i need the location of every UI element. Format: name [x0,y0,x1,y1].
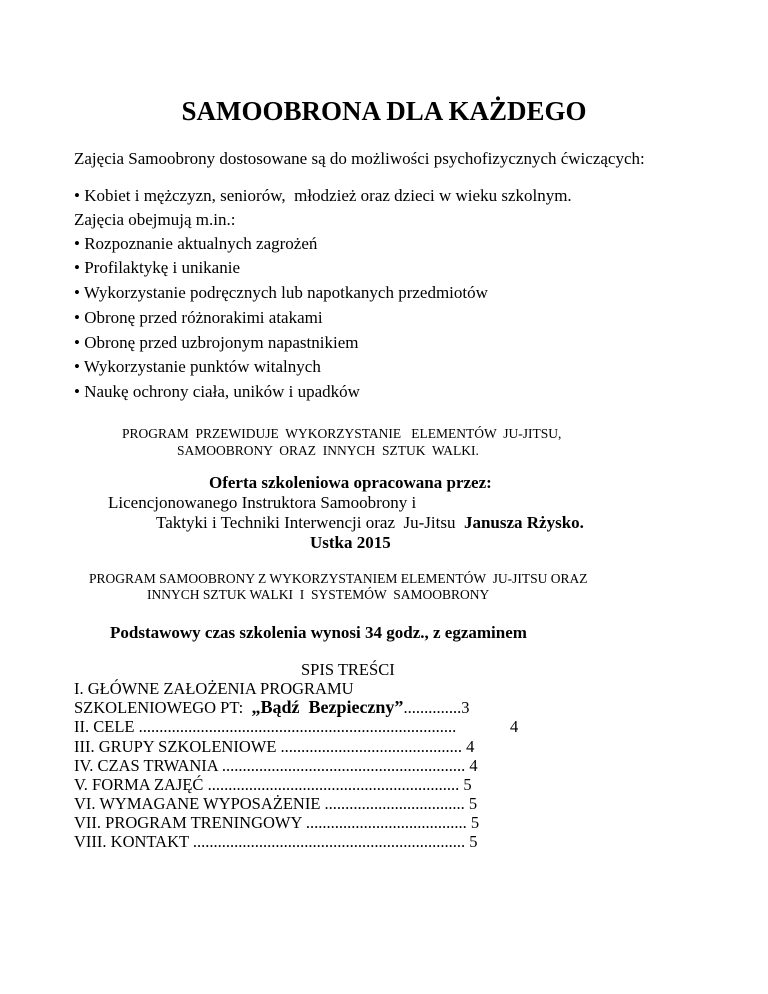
toc-entry-text: SZKOLENIOWEGO PT: [74,698,252,717]
toc-entry-text: VIII. KONTAKT .................................................................. [74,832,466,851]
toc-entry-text: III. GRUPY SZKOLENIOWE ............................................ [74,737,463,756]
offer-line1: Licencjonowanego Instruktora Samoobrony i [108,493,417,512]
toc-entry: I. GŁÓWNE ZAŁOŻENIA PROGRAMU [74,679,354,698]
toc-entry-text: II. CELE ............................................................................. [74,717,457,736]
list-item: • Obronę przed uzbrojonym napastnikiem [74,333,359,352]
place-year: Ustka 2015 [310,533,391,552]
list-item: • Naukę ochrony ciała, uników i upadków [74,382,360,401]
offer-line2-text: Taktyki i Techniki Interwencji oraz Ju-Jitsu [156,513,464,532]
toc-entry [74,756,478,775]
toc-page-number: 5 [468,794,478,813]
toc-page-number: 4 [469,756,478,775]
includes-label: Zajęcia obejmują m.in.: [74,210,236,229]
audience-bullet: • Kobiet i mężczyzn, seniorów, młodzież oraz dzieci w wieku szkolnym. [74,186,572,205]
program-note-line1: PROGRAM PRZEWIDUJE WYKORZYSTANIE ELEMENTÓW JU-JITSU, [122,426,562,441]
duration-text: Podstawowy czas szkolenia wynosi 34 godz., z egzaminem [110,623,527,642]
toc-entry-dots: .............. [403,698,462,717]
list-item: • Profilaktykę i unikanie [74,258,240,277]
offer-heading: Oferta szkoleniowa opracowana przez: [209,473,492,492]
list-item: • Rozpoznanie aktualnych zagrożeń [74,234,318,253]
toc-entry [74,794,477,813]
toc-entry-text: V. FORMA ZAJĘĆ ............................................................. [74,775,460,794]
toc-entry [74,717,519,736]
toc-page-number: 5 [470,813,480,832]
author-name: Janusza Rżysko. [463,513,584,532]
program-title-line1: PROGRAM SAMOOBRONY Z WYKORZYSTANIEM ELEMENTÓW JU-JITSU ORAZ [89,571,588,586]
intro-text: Zajęcia Samoobrony dostosowane są do możliwości psychofizycznych ćwiczących: [74,149,645,168]
toc-entry [74,813,479,832]
toc-entry [74,832,478,851]
toc-entry-text: VI. WYMAGANE WYPOSAŻENIE .................................. [74,794,465,813]
list-item: • Obronę przed różnorakimi atakami [74,308,323,327]
toc-page-number: 4 [510,717,519,736]
toc-entry [74,775,472,794]
toc-entry-text: VII. PROGRAM TRENINGOWY ....................................... [74,813,467,832]
toc-heading: SPIS TREŚCI [301,660,395,679]
list-item: • Wykorzystanie punktów witalnych [74,357,321,376]
document-title: SAMOOBRONA DLA KAŻDEGO [181,96,587,126]
toc-page-number: 4 [466,737,475,756]
toc-entry [74,737,474,756]
toc-entry-bold-title: „Bądź Bezpieczny” [251,697,404,717]
toc-page-number: 5 [463,775,472,794]
toc-entry-text: IV. CZAS TRWANIA ........................................................... [74,756,466,775]
toc-entry [74,698,469,717]
toc-page-number: 3 [461,698,470,717]
program-title-line2: INNYCH SZTUK WALKI I SYSTEMÓW SAMOOBRONY [147,587,490,602]
offer-line2 [156,513,584,533]
list-item: • Wykorzystanie podręcznych lub napotkanych przedmiotów [74,283,488,302]
toc-page-number: 5 [469,832,478,851]
program-note-line2: SAMOOBRONY ORAZ INNYCH SZTUK WALKI. [177,443,479,458]
